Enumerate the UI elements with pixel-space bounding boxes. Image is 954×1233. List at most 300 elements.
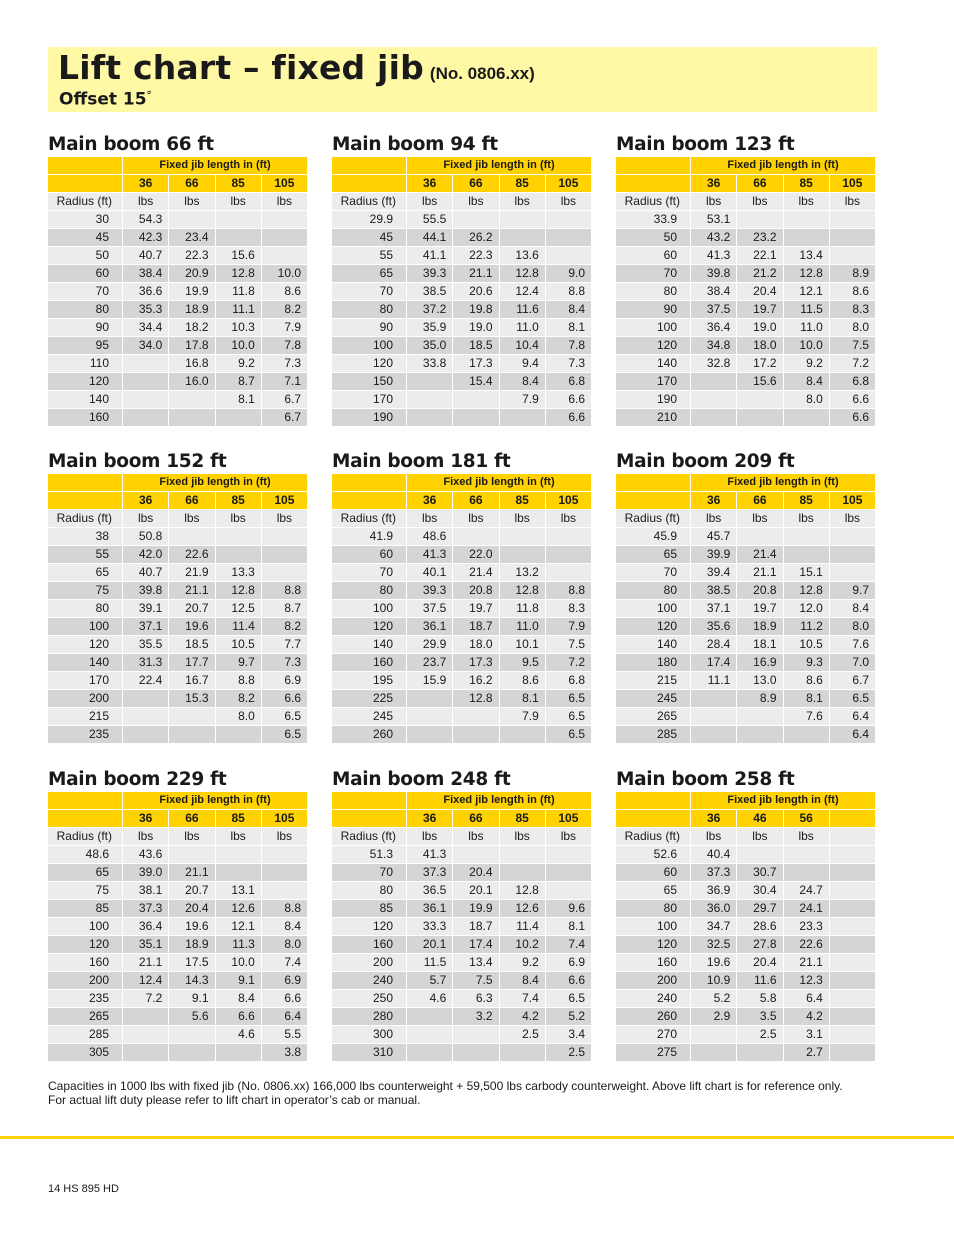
radius-cell: 120 bbox=[332, 618, 407, 636]
radius-cell: 65 bbox=[48, 864, 123, 882]
capacity-cell: 12.0 bbox=[784, 600, 830, 618]
capacity-cell: 9.0 bbox=[546, 265, 592, 283]
capacity-cell bbox=[453, 1026, 499, 1044]
capacity-cell bbox=[830, 954, 876, 972]
table-row bbox=[332, 600, 592, 618]
capacity-cell: 11.1 bbox=[216, 301, 262, 319]
capacity-cell: 36.5 bbox=[407, 882, 453, 900]
capacity-cell: 13.2 bbox=[500, 564, 546, 582]
radius-cell: 80 bbox=[48, 301, 123, 319]
capacity-cell bbox=[500, 546, 546, 564]
capacity-cell bbox=[262, 229, 308, 247]
unit-label: lbs bbox=[737, 828, 783, 846]
radius-cell: 80 bbox=[332, 882, 407, 900]
radius-cell: 120 bbox=[332, 355, 407, 373]
capacity-cell bbox=[216, 528, 262, 546]
capacity-cell: 20.4 bbox=[453, 864, 499, 882]
unit-label: lbs bbox=[546, 193, 592, 211]
capacity-cell: 8.8 bbox=[262, 582, 308, 600]
header-blank-cell bbox=[332, 474, 407, 492]
radius-cell: 60 bbox=[48, 265, 123, 283]
capacity-cell bbox=[216, 846, 262, 864]
footnote bbox=[48, 1079, 878, 1107]
offset-label bbox=[59, 85, 152, 111]
capacity-cell bbox=[262, 864, 308, 882]
boom-section-7 bbox=[48, 768, 308, 1062]
capacity-cell: 8.3 bbox=[830, 301, 876, 319]
unit-label: lbs bbox=[453, 510, 499, 528]
capacity-cell bbox=[546, 247, 592, 265]
capacity-cell: 8.8 bbox=[546, 582, 592, 600]
capacity-cell: 39.4 bbox=[691, 564, 737, 582]
table-row bbox=[48, 528, 308, 546]
radius-cell: 190 bbox=[332, 409, 407, 427]
capacity-cell: 23.4 bbox=[169, 229, 215, 247]
capacity-cell: 13.3 bbox=[216, 564, 262, 582]
capacity-cell: 23.2 bbox=[737, 229, 783, 247]
radius-cell: 70 bbox=[616, 564, 691, 582]
capacity-cell: 5.6 bbox=[169, 1008, 215, 1026]
capacity-cell bbox=[784, 864, 830, 882]
capacity-cell: 24.7 bbox=[784, 882, 830, 900]
capacity-cell: 19.7 bbox=[453, 600, 499, 618]
unit-label: lbs bbox=[737, 510, 783, 528]
capacity-cell bbox=[407, 726, 453, 744]
table-row bbox=[332, 1026, 592, 1044]
radius-cell: 30 bbox=[48, 211, 123, 229]
radius-cell: 55 bbox=[48, 546, 123, 564]
capacity-cell: 8.6 bbox=[262, 283, 308, 301]
capacity-cell: 8.9 bbox=[737, 690, 783, 708]
capacity-cell: 6.5 bbox=[830, 690, 876, 708]
capacity-cell: 9.2 bbox=[216, 355, 262, 373]
capacity-cell: 6.9 bbox=[262, 972, 308, 990]
capacity-cell: 11.0 bbox=[500, 319, 546, 337]
radius-cell: 65 bbox=[332, 265, 407, 283]
capacity-cell: 20.1 bbox=[407, 936, 453, 954]
capacity-cell bbox=[500, 726, 546, 744]
boom-title: Main boom 181 ft bbox=[332, 451, 511, 472]
capacity-cell: 11.8 bbox=[216, 283, 262, 301]
table-row bbox=[616, 882, 876, 900]
jib-lengths-row bbox=[616, 810, 876, 828]
capacity-cell: 13.1 bbox=[216, 882, 262, 900]
capacity-cell bbox=[123, 708, 169, 726]
capacity-cell: 4.2 bbox=[784, 1008, 830, 1026]
capacity-cell bbox=[407, 1026, 453, 1044]
capacity-cell bbox=[453, 1044, 499, 1062]
capacity-cell bbox=[453, 391, 499, 409]
capacity-cell: 40.7 bbox=[123, 564, 169, 582]
table-row bbox=[332, 882, 592, 900]
boom-section-5 bbox=[332, 450, 592, 744]
jib-header-row bbox=[48, 157, 308, 175]
capacity-cell: 19.7 bbox=[737, 600, 783, 618]
table-row bbox=[48, 726, 308, 744]
capacity-cell: 21.1 bbox=[169, 582, 215, 600]
capacity-cell bbox=[169, 409, 215, 427]
capacity-cell: 18.7 bbox=[453, 918, 499, 936]
table-row bbox=[616, 564, 876, 582]
capacity-cell: 21.1 bbox=[737, 564, 783, 582]
units-row bbox=[48, 193, 308, 211]
capacity-cell: 28.4 bbox=[691, 636, 737, 654]
radius-cell: 120 bbox=[332, 918, 407, 936]
radius-cell: 80 bbox=[48, 600, 123, 618]
capacity-cell: 43.6 bbox=[123, 846, 169, 864]
radius-cell: 80 bbox=[332, 301, 407, 319]
capacity-cell: 10.3 bbox=[216, 319, 262, 337]
capacity-cell bbox=[123, 1044, 169, 1062]
capacity-cell bbox=[169, 1044, 215, 1062]
jib-length-header: 85 bbox=[500, 492, 546, 510]
capacity-cell bbox=[123, 391, 169, 409]
capacity-cell: 6.6 bbox=[262, 690, 308, 708]
capacity-cell: 36.4 bbox=[123, 918, 169, 936]
capacity-cell: 4.6 bbox=[216, 1026, 262, 1044]
capacity-cell: 8.6 bbox=[500, 672, 546, 690]
boom-section-1 bbox=[48, 133, 308, 427]
radius-cell: 170 bbox=[332, 391, 407, 409]
capacity-cell: 10.5 bbox=[216, 636, 262, 654]
capacity-cell: 55.5 bbox=[407, 211, 453, 229]
capacity-cell: 10.9 bbox=[691, 972, 737, 990]
capacity-cell: 54.3 bbox=[123, 211, 169, 229]
table-row bbox=[332, 918, 592, 936]
capacity-cell: 38.4 bbox=[691, 283, 737, 301]
radius-cell: 200 bbox=[48, 972, 123, 990]
capacity-cell: 21.1 bbox=[169, 864, 215, 882]
capacity-cell: 18.5 bbox=[169, 636, 215, 654]
capacity-cell bbox=[500, 409, 546, 427]
radius-cell: 110 bbox=[48, 355, 123, 373]
capacity-cell: 7.8 bbox=[546, 337, 592, 355]
jib-length-header: 105 bbox=[262, 810, 308, 828]
capacity-cell: 14.3 bbox=[169, 972, 215, 990]
capacity-cell: 41.3 bbox=[691, 247, 737, 265]
table-row bbox=[48, 582, 308, 600]
jib-header-row bbox=[48, 474, 308, 492]
capacity-cell: 6.5 bbox=[262, 708, 308, 726]
radius-cell: 215 bbox=[616, 672, 691, 690]
capacity-cell: 12.6 bbox=[500, 900, 546, 918]
radius-cell: 60 bbox=[616, 864, 691, 882]
radius-cell: 245 bbox=[332, 708, 407, 726]
capacity-cell: 19.0 bbox=[453, 319, 499, 337]
header-blank-cell bbox=[616, 792, 691, 810]
capacity-cell bbox=[216, 409, 262, 427]
capacity-cell bbox=[500, 229, 546, 247]
capacity-cell: 17.2 bbox=[737, 355, 783, 373]
title-text: Lift chart – fixed jib bbox=[58, 48, 424, 87]
capacity-cell: 38.4 bbox=[123, 265, 169, 283]
capacity-cell: 21.1 bbox=[784, 954, 830, 972]
jib-length-header: 85 bbox=[216, 810, 262, 828]
capacity-cell: 9.5 bbox=[500, 654, 546, 672]
capacity-cell: 10.5 bbox=[784, 636, 830, 654]
table-row bbox=[616, 654, 876, 672]
capacity-cell bbox=[830, 564, 876, 582]
radius-cell: 215 bbox=[48, 708, 123, 726]
capacity-cell bbox=[262, 882, 308, 900]
capacity-cell: 12.8 bbox=[500, 265, 546, 283]
units-row bbox=[48, 828, 308, 846]
capacity-cell: 36.0 bbox=[691, 900, 737, 918]
capacity-cell: 20.4 bbox=[737, 954, 783, 972]
table-row bbox=[332, 301, 592, 319]
radius-cell: 100 bbox=[48, 918, 123, 936]
capacity-cell: 7.3 bbox=[546, 355, 592, 373]
capacity-cell bbox=[123, 1008, 169, 1026]
radius-cell: 45 bbox=[48, 229, 123, 247]
capacity-cell: 8.7 bbox=[262, 600, 308, 618]
capacity-cell: 17.3 bbox=[453, 355, 499, 373]
capacity-cell bbox=[262, 546, 308, 564]
capacity-cell: 19.9 bbox=[169, 283, 215, 301]
capacity-cell: 8.8 bbox=[262, 900, 308, 918]
capacity-cell: 8.4 bbox=[784, 373, 830, 391]
capacity-cell bbox=[830, 864, 876, 882]
unit-label: lbs bbox=[262, 193, 308, 211]
capacity-cell: 8.4 bbox=[500, 972, 546, 990]
table-row bbox=[332, 990, 592, 1008]
table-row bbox=[48, 373, 308, 391]
capacity-cell: 2.5 bbox=[737, 1026, 783, 1044]
capacity-cell: 17.7 bbox=[169, 654, 215, 672]
table-row bbox=[332, 846, 592, 864]
capacity-cell bbox=[169, 391, 215, 409]
jib-header-row bbox=[616, 157, 876, 175]
capacity-cell: 26.2 bbox=[453, 229, 499, 247]
radius-cell: 240 bbox=[616, 990, 691, 1008]
capacity-cell bbox=[546, 229, 592, 247]
capacity-cell: 7.3 bbox=[262, 355, 308, 373]
header-blank-cell bbox=[332, 157, 407, 175]
radius-cell: 170 bbox=[616, 373, 691, 391]
jib-length-header: 66 bbox=[737, 175, 783, 193]
radius-cell: 140 bbox=[332, 636, 407, 654]
units-row bbox=[616, 193, 876, 211]
capacity-cell: 11.6 bbox=[737, 972, 783, 990]
capacity-cell bbox=[407, 1044, 453, 1062]
capacity-cell: 13.6 bbox=[500, 247, 546, 265]
capacity-cell: 33.3 bbox=[407, 918, 453, 936]
capacity-cell: 7.6 bbox=[784, 708, 830, 726]
capacity-cell: 22.6 bbox=[169, 546, 215, 564]
table-row bbox=[616, 319, 876, 337]
capacity-cell: 8.1 bbox=[546, 918, 592, 936]
capacity-cell: 16.2 bbox=[453, 672, 499, 690]
capacity-cell: 11.6 bbox=[500, 301, 546, 319]
model-number: (No. 0806.xx) bbox=[429, 64, 535, 83]
capacity-cell: 36.1 bbox=[407, 900, 453, 918]
capacity-cell: 15.1 bbox=[784, 564, 830, 582]
radius-cell: 85 bbox=[48, 900, 123, 918]
capacity-cell bbox=[830, 229, 876, 247]
capacity-cell: 37.5 bbox=[407, 600, 453, 618]
capacity-cell bbox=[830, 882, 876, 900]
capacity-cell: 38.5 bbox=[691, 582, 737, 600]
unit-label: lbs bbox=[262, 510, 308, 528]
jib-length-header: 85 bbox=[500, 810, 546, 828]
capacity-cell: 6.4 bbox=[830, 726, 876, 744]
jib-length-header: 85 bbox=[216, 175, 262, 193]
table-row bbox=[616, 391, 876, 409]
capacity-cell: 10.1 bbox=[500, 636, 546, 654]
capacity-cell: 19.8 bbox=[453, 301, 499, 319]
radius-cell: 100 bbox=[616, 319, 691, 337]
capacity-cell: 12.8 bbox=[784, 265, 830, 283]
table-row bbox=[616, 618, 876, 636]
radius-cell: 120 bbox=[48, 636, 123, 654]
radius-cell: 100 bbox=[332, 600, 407, 618]
table-row bbox=[48, 936, 308, 954]
radius-cell: 38 bbox=[48, 528, 123, 546]
capacity-cell: 6.4 bbox=[830, 708, 876, 726]
capacity-cell: 6.9 bbox=[262, 672, 308, 690]
capacity-cell: 16.7 bbox=[169, 672, 215, 690]
lift-table bbox=[332, 157, 592, 427]
capacity-cell: 8.2 bbox=[262, 618, 308, 636]
capacity-cell bbox=[830, 846, 876, 864]
radius-cell: 90 bbox=[48, 319, 123, 337]
radius-cell: 70 bbox=[332, 283, 407, 301]
unit-label: lbs bbox=[216, 828, 262, 846]
capacity-cell: 12.8 bbox=[500, 582, 546, 600]
radius-cell: 195 bbox=[332, 672, 407, 690]
capacity-cell: 7.6 bbox=[830, 636, 876, 654]
capacity-cell: 11.3 bbox=[216, 936, 262, 954]
capacity-cell: 9.1 bbox=[169, 990, 215, 1008]
capacity-cell bbox=[216, 726, 262, 744]
capacity-cell: 18.7 bbox=[453, 618, 499, 636]
capacity-cell: 6.4 bbox=[784, 990, 830, 1008]
capacity-cell: 27.8 bbox=[737, 936, 783, 954]
capacity-cell bbox=[123, 409, 169, 427]
capacity-cell bbox=[546, 211, 592, 229]
radius-header: Radius (ft) bbox=[332, 193, 407, 211]
capacity-cell: 8.4 bbox=[216, 990, 262, 1008]
table-row bbox=[48, 900, 308, 918]
table-row bbox=[48, 864, 308, 882]
table-row bbox=[332, 900, 592, 918]
jib-length-header: 105 bbox=[546, 810, 592, 828]
capacity-cell: 8.0 bbox=[262, 936, 308, 954]
capacity-cell: 7.2 bbox=[123, 990, 169, 1008]
jib-length-header: 36 bbox=[407, 175, 453, 193]
capacity-cell: 39.1 bbox=[123, 600, 169, 618]
capacity-cell bbox=[216, 229, 262, 247]
lift-table bbox=[48, 474, 308, 744]
unit-label: lbs bbox=[216, 510, 262, 528]
capacity-cell: 8.2 bbox=[216, 690, 262, 708]
capacity-cell: 15.6 bbox=[737, 373, 783, 391]
capacity-cell: 11.2 bbox=[784, 618, 830, 636]
radius-cell: 210 bbox=[616, 409, 691, 427]
jib-length-header: 36 bbox=[691, 175, 737, 193]
units-row bbox=[332, 510, 592, 528]
capacity-cell: 6.6 bbox=[262, 990, 308, 1008]
table-row bbox=[616, 672, 876, 690]
radius-cell: 80 bbox=[616, 283, 691, 301]
capacity-cell bbox=[737, 211, 783, 229]
capacity-cell: 42.0 bbox=[123, 546, 169, 564]
jib-length-header: 105 bbox=[830, 492, 876, 510]
capacity-cell bbox=[262, 564, 308, 582]
capacity-cell: 12.8 bbox=[216, 265, 262, 283]
capacity-cell: 12.6 bbox=[216, 900, 262, 918]
boom-section-6 bbox=[616, 450, 876, 744]
capacity-cell: 21.1 bbox=[453, 265, 499, 283]
unit-label: lbs bbox=[784, 193, 830, 211]
capacity-cell: 34.7 bbox=[691, 918, 737, 936]
header-blank-cell bbox=[332, 492, 407, 510]
capacity-cell: 35.1 bbox=[123, 936, 169, 954]
lift-table bbox=[48, 157, 308, 427]
capacity-cell: 11.8 bbox=[500, 600, 546, 618]
capacity-cell bbox=[737, 391, 783, 409]
radius-cell: 140 bbox=[48, 391, 123, 409]
capacity-cell bbox=[830, 936, 876, 954]
table-row bbox=[616, 1044, 876, 1062]
jib-length-header: 36 bbox=[691, 492, 737, 510]
capacity-cell: 37.3 bbox=[123, 900, 169, 918]
capacity-cell: 8.1 bbox=[546, 319, 592, 337]
capacity-cell: 31.3 bbox=[123, 654, 169, 672]
radius-cell: 160 bbox=[48, 954, 123, 972]
radius-cell: 305 bbox=[48, 1044, 123, 1062]
capacity-cell bbox=[830, 918, 876, 936]
units-row bbox=[332, 193, 592, 211]
radius-cell: 75 bbox=[48, 882, 123, 900]
capacity-cell: 12.3 bbox=[784, 972, 830, 990]
capacity-cell bbox=[784, 528, 830, 546]
radius-cell: 250 bbox=[332, 990, 407, 1008]
capacity-cell: 15.9 bbox=[407, 672, 453, 690]
radius-cell: 310 bbox=[332, 1044, 407, 1062]
table-row bbox=[332, 229, 592, 247]
capacity-cell bbox=[784, 726, 830, 744]
capacity-cell: 21.2 bbox=[737, 265, 783, 283]
capacity-cell: 41.3 bbox=[407, 846, 453, 864]
table-row bbox=[332, 211, 592, 229]
capacity-cell: 7.5 bbox=[830, 337, 876, 355]
capacity-cell: 32.8 bbox=[691, 355, 737, 373]
jib-lengths-row bbox=[48, 175, 308, 193]
lift-table bbox=[332, 792, 592, 1062]
capacity-cell: 36.6 bbox=[123, 283, 169, 301]
radius-cell: 90 bbox=[616, 301, 691, 319]
capacity-cell bbox=[453, 708, 499, 726]
capacity-cell: 19.7 bbox=[737, 301, 783, 319]
boom-section-9 bbox=[616, 768, 876, 1062]
unit-label: lbs bbox=[169, 828, 215, 846]
page-footer: 14 HS 895 HD bbox=[48, 1183, 119, 1195]
table-row bbox=[616, 900, 876, 918]
capacity-cell: 6.8 bbox=[546, 373, 592, 391]
capacity-cell: 6.7 bbox=[830, 672, 876, 690]
radius-cell: 120 bbox=[48, 373, 123, 391]
capacity-cell: 20.1 bbox=[453, 882, 499, 900]
capacity-cell bbox=[453, 726, 499, 744]
capacity-cell: 2.5 bbox=[546, 1044, 592, 1062]
capacity-cell: 8.0 bbox=[830, 618, 876, 636]
capacity-cell: 37.2 bbox=[407, 301, 453, 319]
table-row bbox=[48, 1026, 308, 1044]
capacity-cell: 10.0 bbox=[216, 337, 262, 355]
capacity-cell: 7.4 bbox=[546, 936, 592, 954]
radius-cell: 80 bbox=[616, 582, 691, 600]
